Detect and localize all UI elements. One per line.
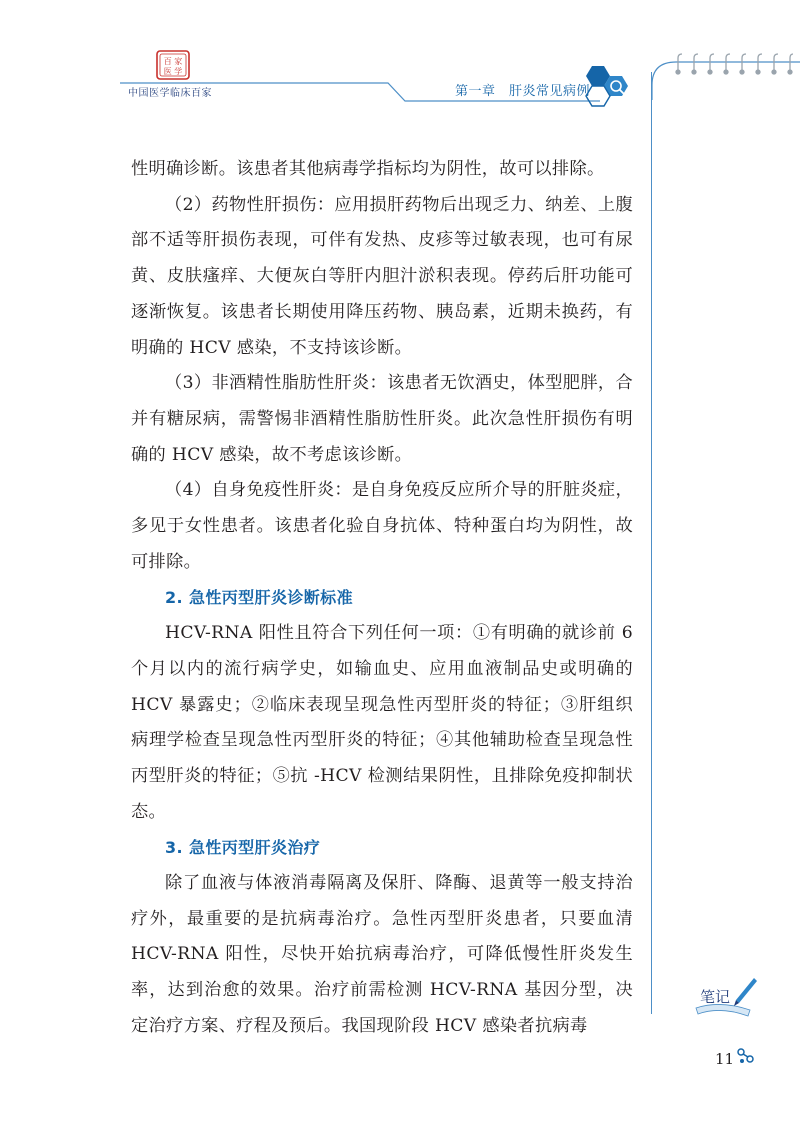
section-heading-treatment: 3. 急性丙型肝炎治疗 (165, 838, 321, 858)
main-content (131, 152, 633, 1045)
paragraph-autoimmune-hepatitis: （4）自身免疫性肝炎：是自身免疫反应所介导的肝脏炎症，多见于女性患者。该患者化验自身抗体、特种蛋白均为阴性，故可排除。 (131, 480, 633, 572)
paragraph-nash: （3）非酒精性脂肪性肝炎：该患者无饮酒史，体型肥胖，合并有糖尿病，需警惕非酒精性脂肪性肝炎。此次急性肝损伤有明确的 HCV 感染，故不考虑该诊断。 (131, 373, 633, 465)
chapter-title: 第一章 肝炎常见病例 (455, 84, 591, 99)
hexagon-magnifier-icon (578, 60, 630, 108)
paragraph-diagnosis-criteria: HCV-RNA 阳性且符合下列任何一项：①有明确的就诊前 6 个月以内的流行病学史，如输血史、应用血液制品史或明确的 HCV 暴露史；②临床表现呈现急性丙型肝炎的特征；③肝组织病理学检查呈现急性丙型肝炎的特征；④其他辅助检查呈现急性丙型肝炎的特征；⑤抗 -HCV 检测结果阴性，且排除免疫抑制状态。 (131, 623, 633, 822)
paragraph-treatment: 除了血液与体液消毒隔离及保肝、降酶、退黄等一般支持治疗外，最重要的是抗病毒治疗。急性丙型肝炎患者，只要血清 HCV-RNA 阳性，尽快开始抗病毒治疗，可降低慢性肝炎发生率，达到治愈的效果。治疗前需检测 HCV-RNA 基因分型，决定治疗方案、疗程及预后。我国现阶段 HCV 感染者抗病毒 (131, 873, 633, 1036)
molecule-icon (736, 1046, 756, 1066)
page-number: 11 (715, 1050, 735, 1068)
series-title: 中国医学临床百家 (128, 88, 212, 99)
paragraph-continuation: 性明确诊断。该患者其他病毒学指标均为阴性，故可以排除。 (131, 159, 605, 179)
svg-text:百 家: 百 家 (163, 57, 183, 66)
notes-margin-line (651, 72, 652, 1014)
notes-label: 笔记 (700, 988, 731, 1006)
section-heading-diagnosis-criteria: 2. 急性丙型肝炎诊断标准 (165, 588, 353, 608)
spiral-rings-icon (674, 50, 794, 80)
pen-notes-icon (690, 970, 760, 1020)
svg-text:医 学: 医 学 (163, 67, 183, 76)
paragraph-drug-induced-liver-injury: （2）药物性肝损伤：应用损肝药物后出现乏力、纳差、上腹部不适等肝损伤表现，可伴有发热、皮疹等过敏表现，也可有尿黄、皮肤瘙痒、大便灰白等肝内胆汁淤积表现。停药后肝功能可逐渐恢复。该患者长期使用降压药物、胰岛素，近期未换药，有明确的 HCV 感染，不支持该诊断。 (131, 194, 633, 358)
